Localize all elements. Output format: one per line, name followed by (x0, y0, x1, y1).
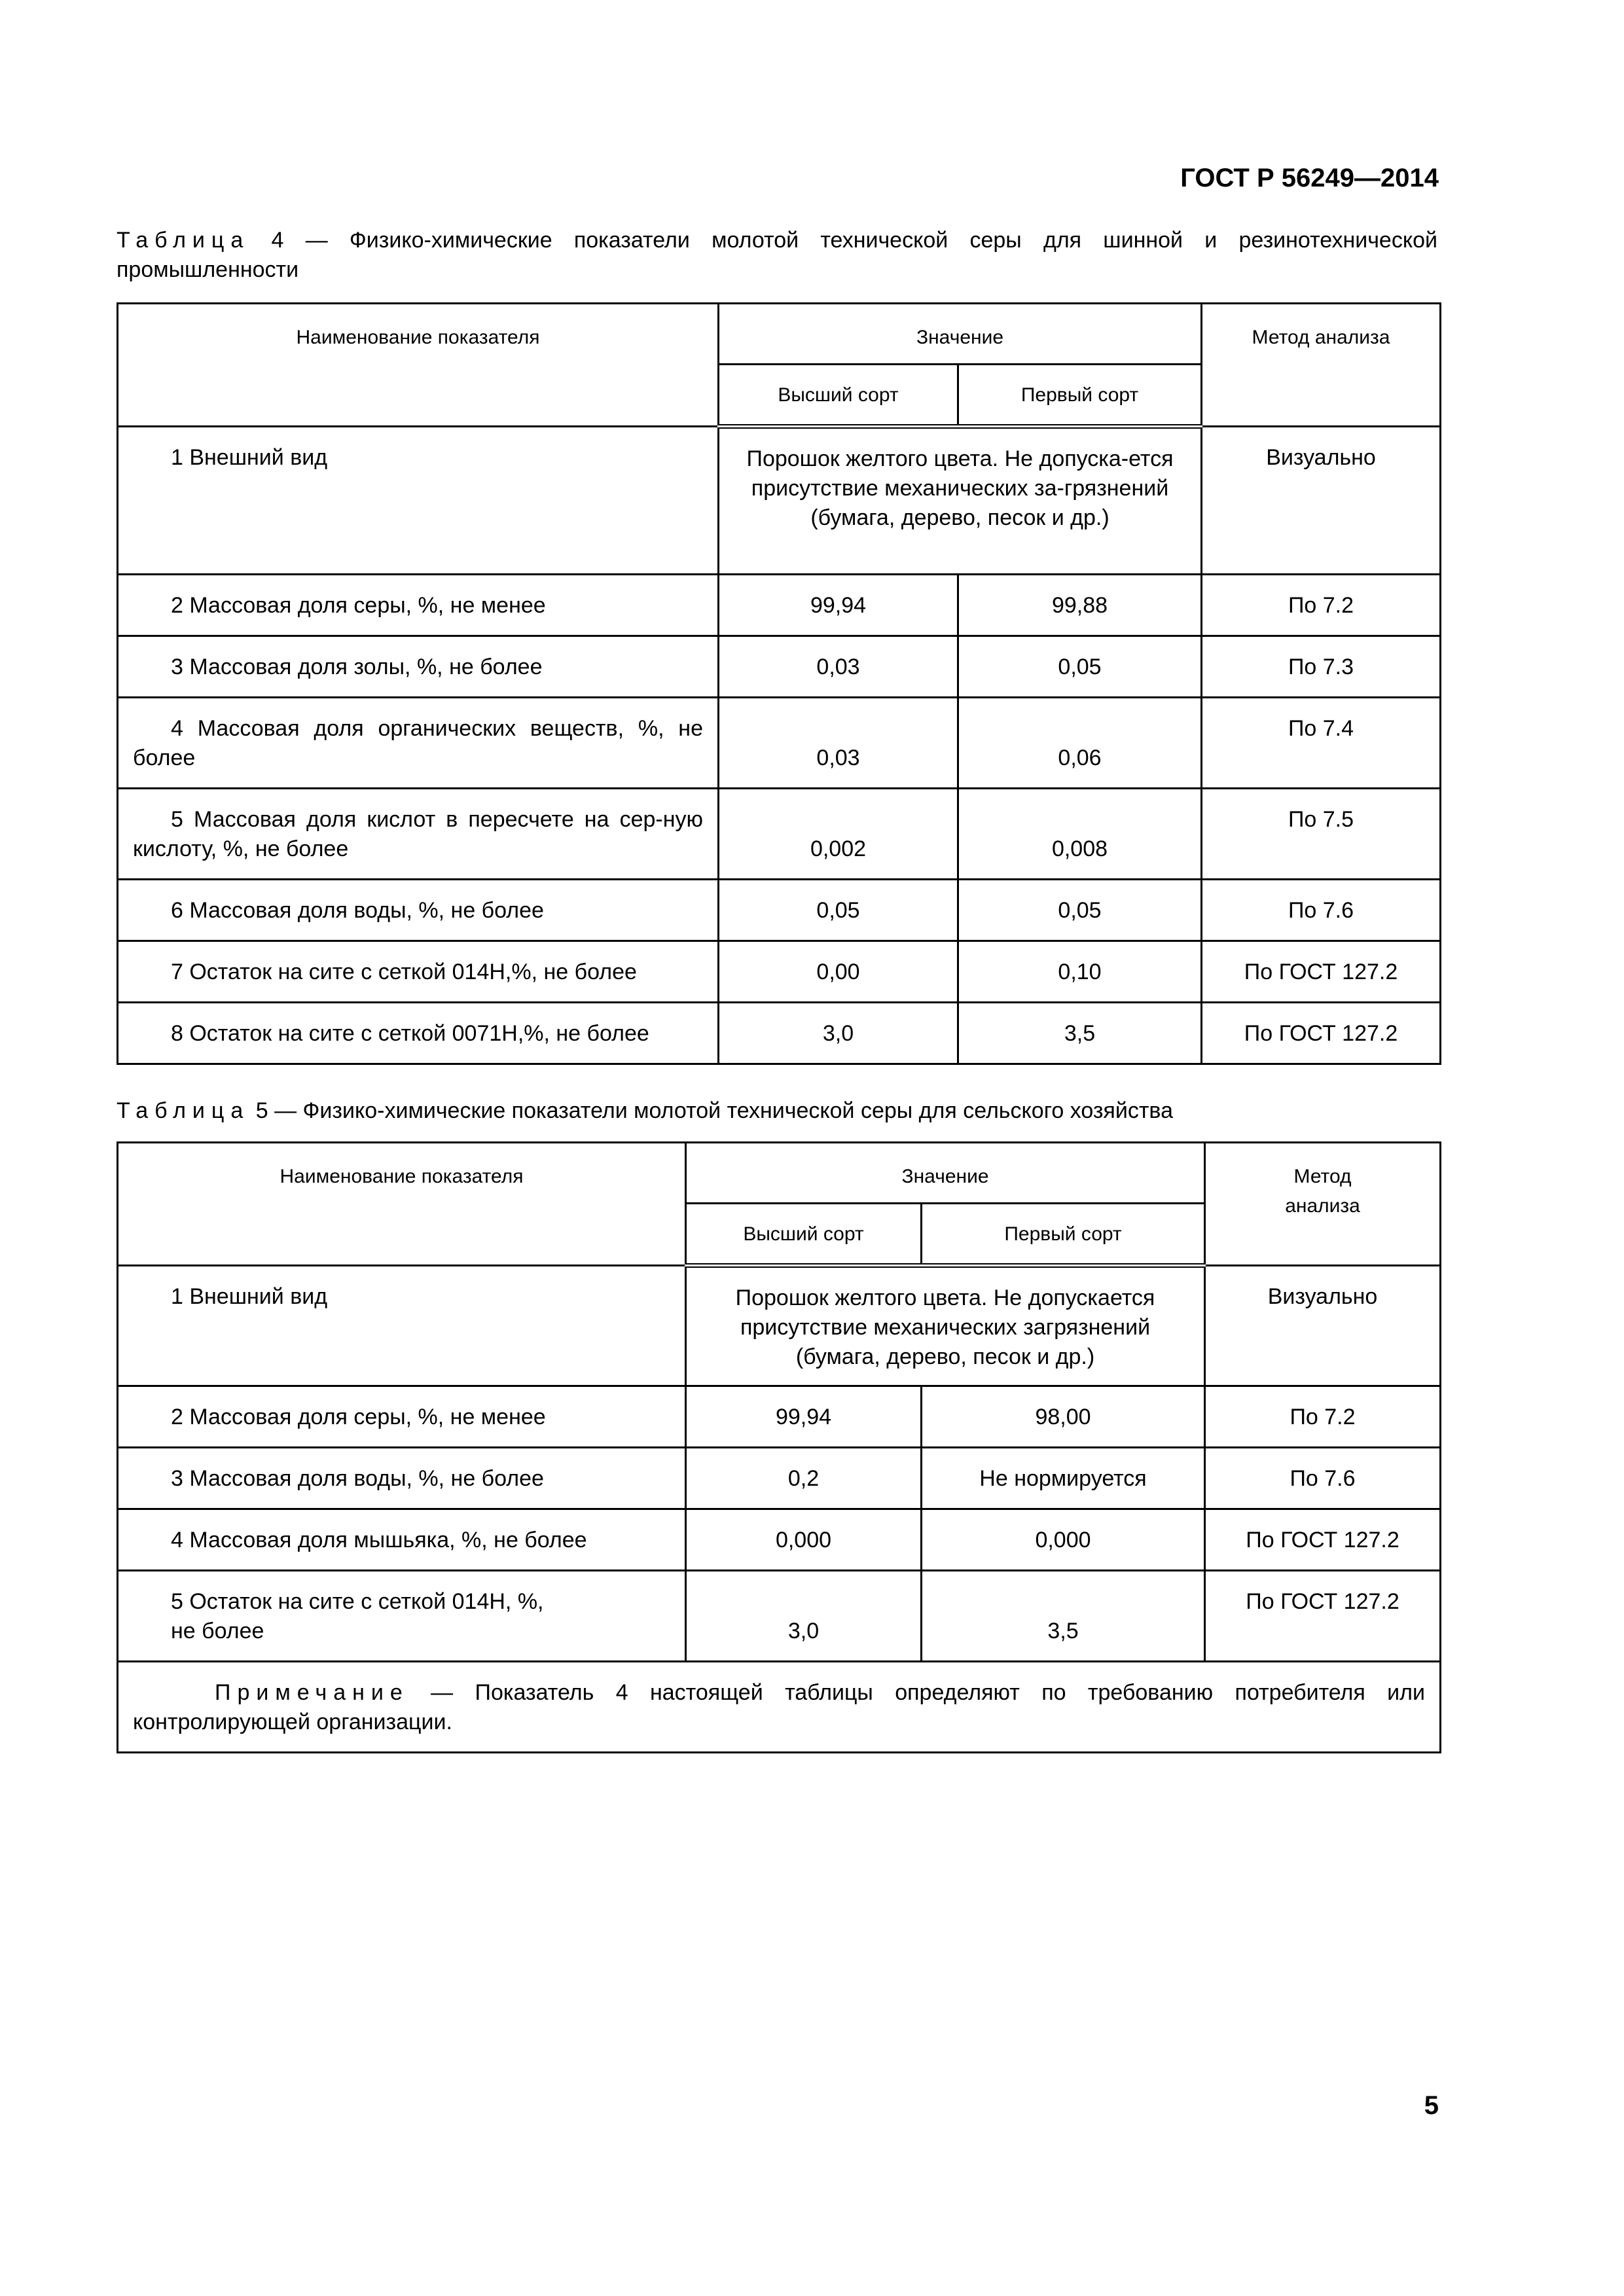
indicator-name: 1 Внешний вид (118, 1266, 686, 1386)
merged-value: Порошок желтого цвета. Не допуска-ется присутствие механических за-грязнений (бумага, дерево, песок и др.) (719, 427, 1202, 575)
col-header-name: Наименование показателя (118, 1143, 686, 1266)
value-first-grade: 0,008 (958, 789, 1202, 880)
table-note-row (118, 1662, 1441, 1753)
method: По ГОСТ 127.2 (1205, 1571, 1441, 1662)
value-first-grade: 98,00 (922, 1386, 1205, 1448)
table-row (118, 698, 1441, 789)
table-row (118, 636, 1441, 698)
value-first-grade: 0,05 (958, 880, 1202, 941)
method: Визуально (1202, 427, 1441, 575)
method: По ГОСТ 127.2 (1202, 1003, 1441, 1064)
indicator-name: 2 Массовая доля серы, %, не менее (118, 575, 719, 636)
col-header-value: Значение (719, 304, 1202, 365)
indicator-name-line2: не более (171, 1619, 264, 1643)
table-row (118, 941, 1441, 1003)
table-row (118, 1003, 1441, 1064)
value-top-grade: 0,03 (719, 698, 958, 789)
value-first-grade: 3,5 (922, 1571, 1205, 1662)
value-top-grade: 0,05 (719, 880, 958, 941)
table-note (118, 1662, 1441, 1753)
method: По 7.6 (1205, 1448, 1441, 1509)
table5-caption-word: Таблица (117, 1098, 250, 1123)
value-first-grade: 0,05 (958, 636, 1202, 698)
table-row (118, 1448, 1441, 1509)
value-first-grade: 0,10 (958, 941, 1202, 1003)
col-header-grade-top: Высший сорт (686, 1204, 922, 1266)
method: По ГОСТ 127.2 (1202, 941, 1441, 1003)
indicator-name: 5 Массовая доля кислот в пересчете на сер-ную кислоту, %, не более (118, 789, 719, 880)
col-header-value: Значение (686, 1143, 1205, 1204)
indicator-name: 1 Внешний вид (118, 427, 719, 575)
col-header-grade-top: Высший сорт (719, 365, 958, 427)
table5-caption (117, 1096, 1437, 1126)
table-row (118, 789, 1441, 880)
indicator-name: 4 Массовая доля органических веществ, %, не более (118, 698, 719, 789)
value-top-grade: 99,94 (719, 575, 958, 636)
value-top-grade: 0,000 (686, 1509, 922, 1571)
table4-caption (117, 226, 1437, 285)
indicator-name: 3 Массовая доля воды, %, не более (118, 1448, 686, 1509)
table4-caption-text: 4 — Физико-химические показатели молотой технической серы для шинной и резинотехнической промышленности (117, 228, 1437, 282)
value-first-grade: 99,88 (958, 575, 1202, 636)
table4-caption-word: Таблица (117, 228, 250, 253)
value-first-grade: 3,5 (958, 1003, 1202, 1064)
value-top-grade: 0,002 (719, 789, 958, 880)
value-top-grade: 99,94 (686, 1386, 922, 1448)
indicator-name: 2 Массовая доля серы, %, не менее (118, 1386, 686, 1448)
col-header-method: Метод анализа (1205, 1143, 1441, 1266)
document-code: ГОСТ Р 56249—2014 (1180, 164, 1439, 192)
table-4 (117, 302, 1441, 1065)
table5-caption-text: 5 — Физико-химические показатели молотой технической серы для сельского хозяйства (249, 1098, 1173, 1123)
value-first-grade: 0,06 (958, 698, 1202, 789)
indicator-name-line1: 5 Остаток на сите с сеткой 014Н, %, (171, 1589, 544, 1614)
table-row (118, 427, 1441, 575)
value-top-grade: 3,0 (686, 1571, 922, 1662)
indicator-name: 7 Остаток на сите с сеткой 014Н,%, не более (118, 941, 719, 1003)
method: По 7.2 (1202, 575, 1441, 636)
value-first-grade: Не нормируется (922, 1448, 1205, 1509)
table-row (118, 880, 1441, 941)
value-top-grade: 3,0 (719, 1003, 958, 1064)
table-row (118, 1571, 1441, 1662)
merged-value: Порошок желтого цвета. Не допускается присутствие механических загрязнений (бумага, дерево, песок и др.) (686, 1266, 1205, 1386)
method: По 7.2 (1205, 1386, 1441, 1448)
indicator-name: 4 Массовая доля мышьяка, %, не более (118, 1509, 686, 1571)
value-top-grade: 0,00 (719, 941, 958, 1003)
col-header-name: Наименование показателя (118, 304, 719, 427)
page-number: 5 (1424, 2091, 1439, 2120)
note-text: — Показатель 4 настоящей таблицы определяют по требованию потребителя или контролирующей организации. (133, 1680, 1426, 1734)
col-header-grade-first: Первый сорт (922, 1204, 1205, 1266)
table-row (118, 1509, 1441, 1571)
table-row (118, 575, 1441, 636)
indicator-name (118, 1571, 686, 1662)
table-5 (117, 1141, 1441, 1753)
method: По 7.6 (1202, 880, 1441, 941)
method: По 7.3 (1202, 636, 1441, 698)
method: Визуально (1205, 1266, 1441, 1386)
value-first-grade: 0,000 (922, 1509, 1205, 1571)
table-row (118, 1386, 1441, 1448)
value-top-grade: 0,2 (686, 1448, 922, 1509)
indicator-name: 6 Массовая доля воды, %, не более (118, 880, 719, 941)
method: По 7.5 (1202, 789, 1441, 880)
note-word: Примечание (215, 1680, 409, 1705)
indicator-name: 3 Массовая доля золы, %, не более (118, 636, 719, 698)
value-top-grade: 0,03 (719, 636, 958, 698)
col-header-grade-first: Первый сорт (958, 365, 1202, 427)
indicator-name: 8 Остаток на сите с сеткой 0071Н,%, не более (118, 1003, 719, 1064)
method: По ГОСТ 127.2 (1205, 1509, 1441, 1571)
method: По 7.4 (1202, 698, 1441, 789)
table-row (118, 1266, 1441, 1386)
col-header-method: Метод анализа (1202, 304, 1441, 427)
